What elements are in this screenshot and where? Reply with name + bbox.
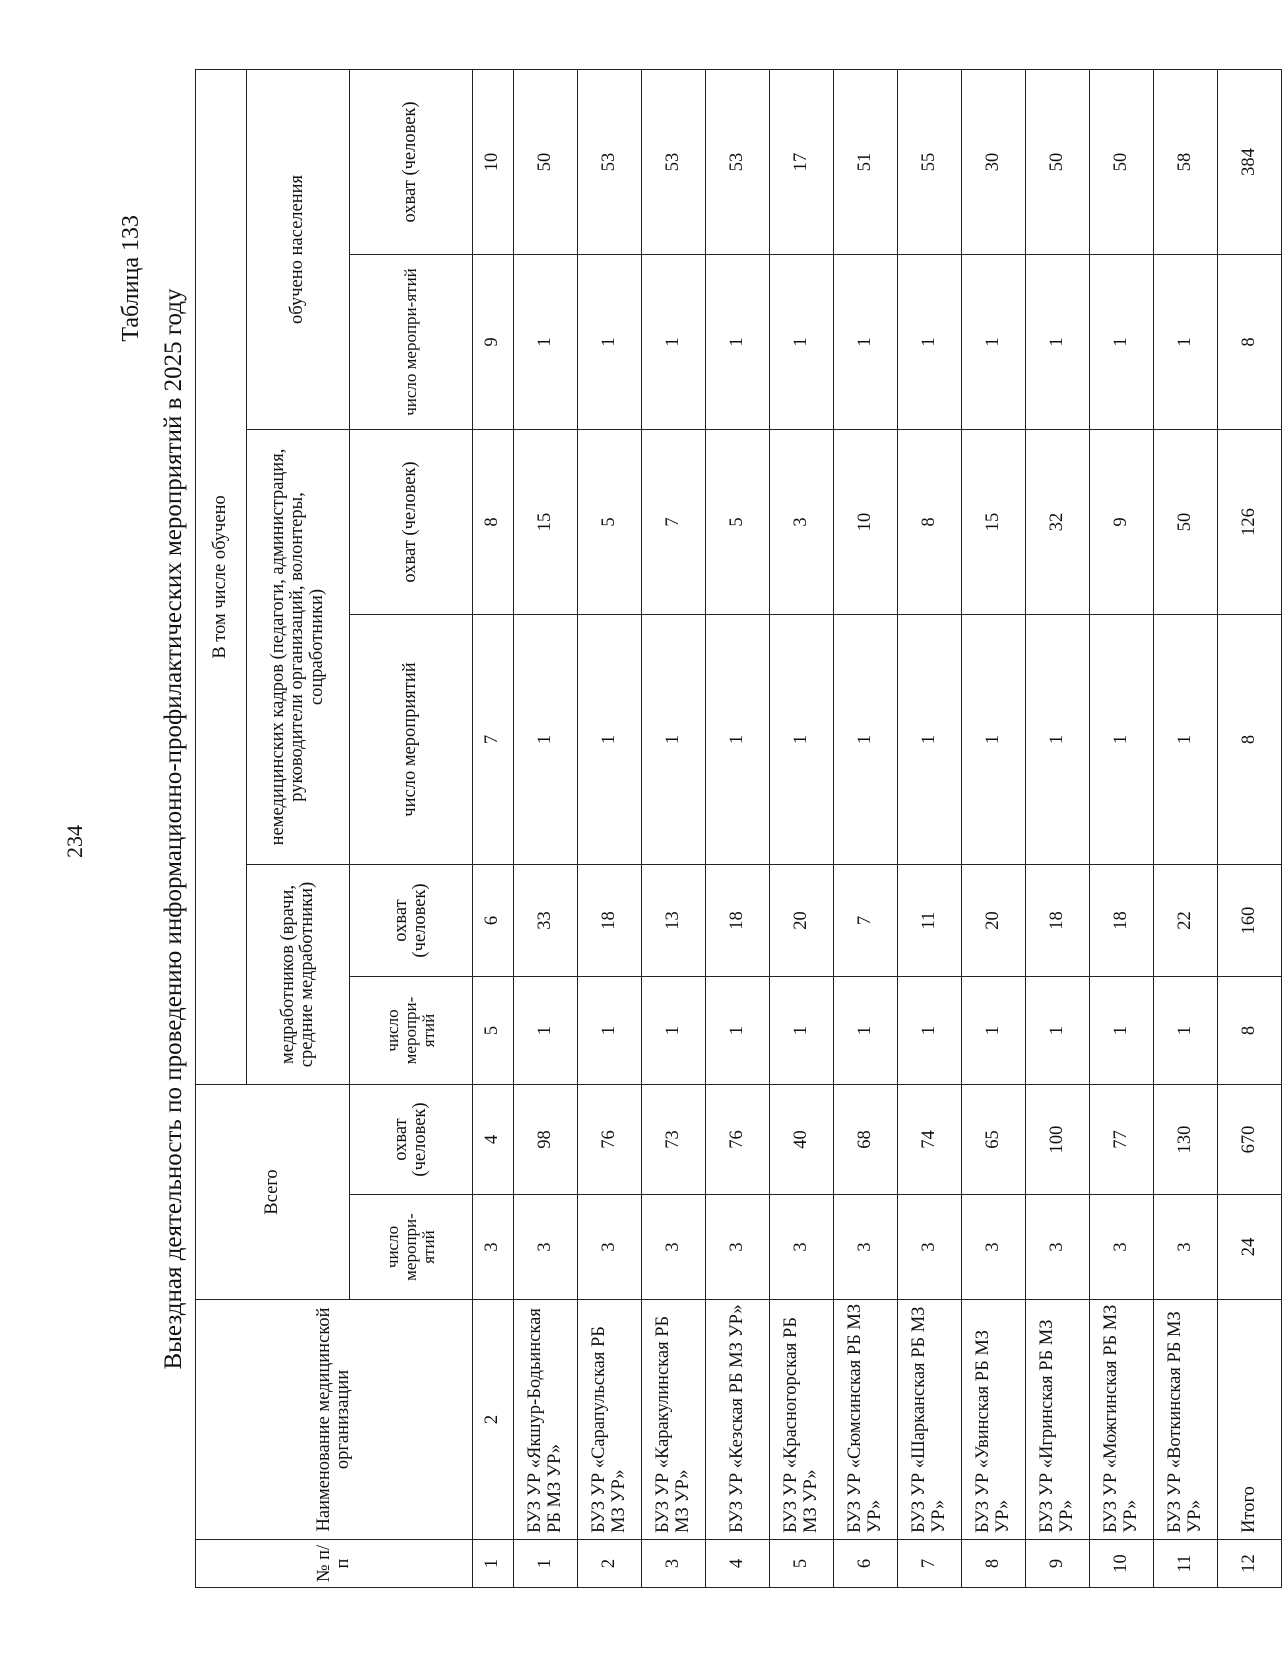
cell-c4: 98 [514,1085,578,1195]
cell-n: 8 [962,1540,1026,1588]
cell-c5: 1 [962,977,1026,1085]
cell-c5: 1 [770,977,834,1085]
cell-c5: 1 [1026,977,1090,1085]
cell-c3: 3 [514,1195,578,1300]
header-total-events: число меропри-ятий [350,1195,473,1300]
cell-name: Итого [1218,1300,1282,1540]
cell-name: БУЗ УР «Игринская РБ МЗ УР» [1026,1300,1090,1540]
cell-c3: 3 [578,1195,642,1300]
cell-c4: 40 [770,1085,834,1195]
cell-c9: 8 [1218,255,1282,430]
cell-n: 11 [1154,1540,1218,1588]
cell-c10: 53 [706,69,770,254]
cell-name: БУЗ УР «Воткинская РБ МЗ УР» [1154,1300,1218,1540]
cell-c3: 3 [706,1195,770,1300]
cell-n: 9 [1026,1540,1090,1588]
column-index: 10 [473,69,514,254]
cell-name: БУЗ УР «Кезская РБ МЗ УР» [706,1300,770,1540]
cell-c7: 8 [1218,615,1282,865]
cell-c10: 50 [1026,69,1090,254]
cell-name: БУЗ УР «Увинская РБ МЗ УР» [962,1300,1026,1540]
cell-c5: 1 [706,977,770,1085]
header-of-them: В том числе обучено [196,69,247,1084]
cell-c5: 1 [514,977,578,1085]
cell-c3: 3 [1090,1195,1154,1300]
cell-c8: 50 [1154,430,1218,615]
header-medics-coverage: охват (человек) [350,865,473,977]
cell-c3: 3 [962,1195,1026,1300]
cell-c5: 1 [578,977,642,1085]
cell-c9: 1 [514,255,578,430]
header-num: № п/п [196,1540,473,1588]
cell-c6: 22 [1154,865,1218,977]
cell-c6: 33 [514,865,578,977]
cell-c10: 55 [898,69,962,254]
table-row [898,69,962,1587]
cell-n: 2 [578,1540,642,1588]
cell-c9: 1 [770,255,834,430]
header-medics: медработников (врачи, средние медработники) [247,865,350,1085]
table-row [1026,69,1090,1587]
cell-n: 4 [706,1540,770,1588]
column-index: 5 [473,977,514,1085]
column-index: 8 [473,430,514,615]
cell-c7: 1 [1026,615,1090,865]
cell-c7: 1 [770,615,834,865]
cell-n: 6 [834,1540,898,1588]
header-total-coverage: охват (человек) [350,1085,473,1195]
table-row [706,69,770,1587]
cell-c7: 1 [514,615,578,865]
cell-c8: 32 [1026,430,1090,615]
cell-c9: 1 [642,255,706,430]
page-title: Выездная деятельность по проведению информационно-профилактических мероприятий в 2025 году [160,288,187,1370]
cell-c6: 18 [706,865,770,977]
column-index-row [473,69,514,1587]
cell-c6: 18 [1026,865,1090,977]
cell-c3: 3 [642,1195,706,1300]
cell-c9: 1 [1154,255,1218,430]
cell-c6: 11 [898,865,962,977]
data-table [195,69,1282,1588]
cell-c9: 1 [1026,255,1090,430]
cell-c6: 160 [1218,865,1282,977]
cell-c6: 20 [962,865,1026,977]
cell-c10: 30 [962,69,1026,254]
cell-c6: 20 [770,865,834,977]
cell-c10: 58 [1154,69,1218,254]
cell-c8: 7 [642,430,706,615]
cell-c8: 126 [1218,430,1282,615]
table-row [770,69,834,1587]
table-body [514,69,1282,1587]
cell-c9: 1 [1090,255,1154,430]
cell-c10: 50 [514,69,578,254]
cell-c3: 3 [770,1195,834,1300]
cell-c8: 15 [962,430,1026,615]
cell-c4: 130 [1154,1085,1218,1195]
cell-c4: 76 [578,1085,642,1195]
cell-c9: 1 [578,255,642,430]
cell-name: БУЗ УР «Сарапульская РБ МЗ УР» [578,1300,642,1540]
cell-n: 7 [898,1540,962,1588]
cell-c8: 5 [706,430,770,615]
table-row [514,69,578,1587]
column-index: 4 [473,1085,514,1195]
cell-c3: 3 [1154,1195,1218,1300]
table-row [1154,69,1218,1587]
table-row [962,69,1026,1587]
cell-c8: 5 [578,430,642,615]
cell-c7: 1 [834,615,898,865]
cell-c7: 1 [1154,615,1218,865]
cell-c3: 24 [1218,1195,1282,1300]
cell-c4: 76 [706,1085,770,1195]
header-population: обучено населения [247,69,350,429]
table-row [834,69,898,1587]
header-nonmed: немедицинских кадров (педагоги, администрация, руководители организаций, волонтеры, соцработники) [247,430,350,865]
header-total: Всего [196,1085,350,1300]
cell-c8: 10 [834,430,898,615]
cell-c7: 1 [962,615,1026,865]
cell-c8: 9 [1090,430,1154,615]
cell-c6: 18 [1090,865,1154,977]
cell-c3: 3 [1026,1195,1090,1300]
cell-c10: 53 [642,69,706,254]
header-nonmed-events: число мероприятий [350,615,473,865]
table-row [1218,69,1282,1587]
cell-n: 1 [514,1540,578,1588]
cell-n: 12 [1218,1540,1282,1588]
cell-c7: 1 [578,615,642,865]
cell-n: 3 [642,1540,706,1588]
cell-c4: 100 [1026,1085,1090,1195]
cell-c9: 1 [962,255,1026,430]
header-population-coverage: охват (человек) [350,69,473,254]
cell-c10: 53 [578,69,642,254]
cell-c10: 384 [1218,69,1282,254]
cell-name: БУЗ УР «Якшур-Бодьинская РБ МЗ УР» [514,1300,578,1540]
cell-c6: 7 [834,865,898,977]
cell-c5: 1 [1154,977,1218,1085]
cell-name: БУЗ УР «Сюмсинская РБ МЗ УР» [834,1300,898,1540]
cell-name: БУЗ УР «Можгинская РБ МЗ УР» [1090,1300,1154,1540]
cell-c5: 1 [898,977,962,1085]
header-nonmed-coverage: охват (человек) [350,430,473,615]
cell-c7: 1 [898,615,962,865]
column-index: 6 [473,865,514,977]
cell-name: БУЗ УР «Красногорская РБ МЗ УР» [770,1300,834,1540]
column-index: 7 [473,615,514,865]
cell-c9: 1 [706,255,770,430]
header-name: Наименование медицинской организации [196,1300,473,1540]
cell-c3: 3 [898,1195,962,1300]
table-row [578,69,642,1587]
cell-c10: 50 [1090,69,1154,254]
column-index: 1 [473,1540,514,1588]
cell-c8: 3 [770,430,834,615]
cell-n: 5 [770,1540,834,1588]
column-index: 2 [473,1300,514,1540]
cell-c4: 73 [642,1085,706,1195]
cell-c8: 15 [514,430,578,615]
cell-c5: 1 [642,977,706,1085]
cell-c7: 1 [642,615,706,865]
cell-c5: 1 [834,977,898,1085]
header-population-events: число меропри-ятий [350,255,473,430]
cell-c6: 13 [642,865,706,977]
cell-c9: 1 [898,255,962,430]
cell-name: БУЗ УР «Шарканская РБ МЗ УР» [898,1300,962,1540]
cell-c5: 8 [1218,977,1282,1085]
table-number: Таблица 133 [118,215,144,342]
table-row [1090,69,1154,1587]
page-number: 234 [62,825,87,858]
cell-c5: 1 [1090,977,1154,1085]
cell-name: БУЗ УР «Каракулинская РБ МЗ УР» [642,1300,706,1540]
cell-c6: 18 [578,865,642,977]
cell-c7: 1 [1090,615,1154,865]
column-index: 9 [473,255,514,430]
header-medics-events: число меропри-ятий [350,977,473,1085]
cell-c10: 17 [770,69,834,254]
cell-c8: 8 [898,430,962,615]
cell-c4: 65 [962,1085,1026,1195]
cell-n: 10 [1090,1540,1154,1588]
cell-c9: 1 [834,255,898,430]
cell-c7: 1 [706,615,770,865]
table-row [642,69,706,1587]
cell-c4: 670 [1218,1085,1282,1195]
cell-c3: 3 [834,1195,898,1300]
cell-c10: 51 [834,69,898,254]
cell-c4: 74 [898,1085,962,1195]
column-index: 3 [473,1195,514,1300]
cell-c4: 68 [834,1085,898,1195]
cell-c4: 77 [1090,1085,1154,1195]
